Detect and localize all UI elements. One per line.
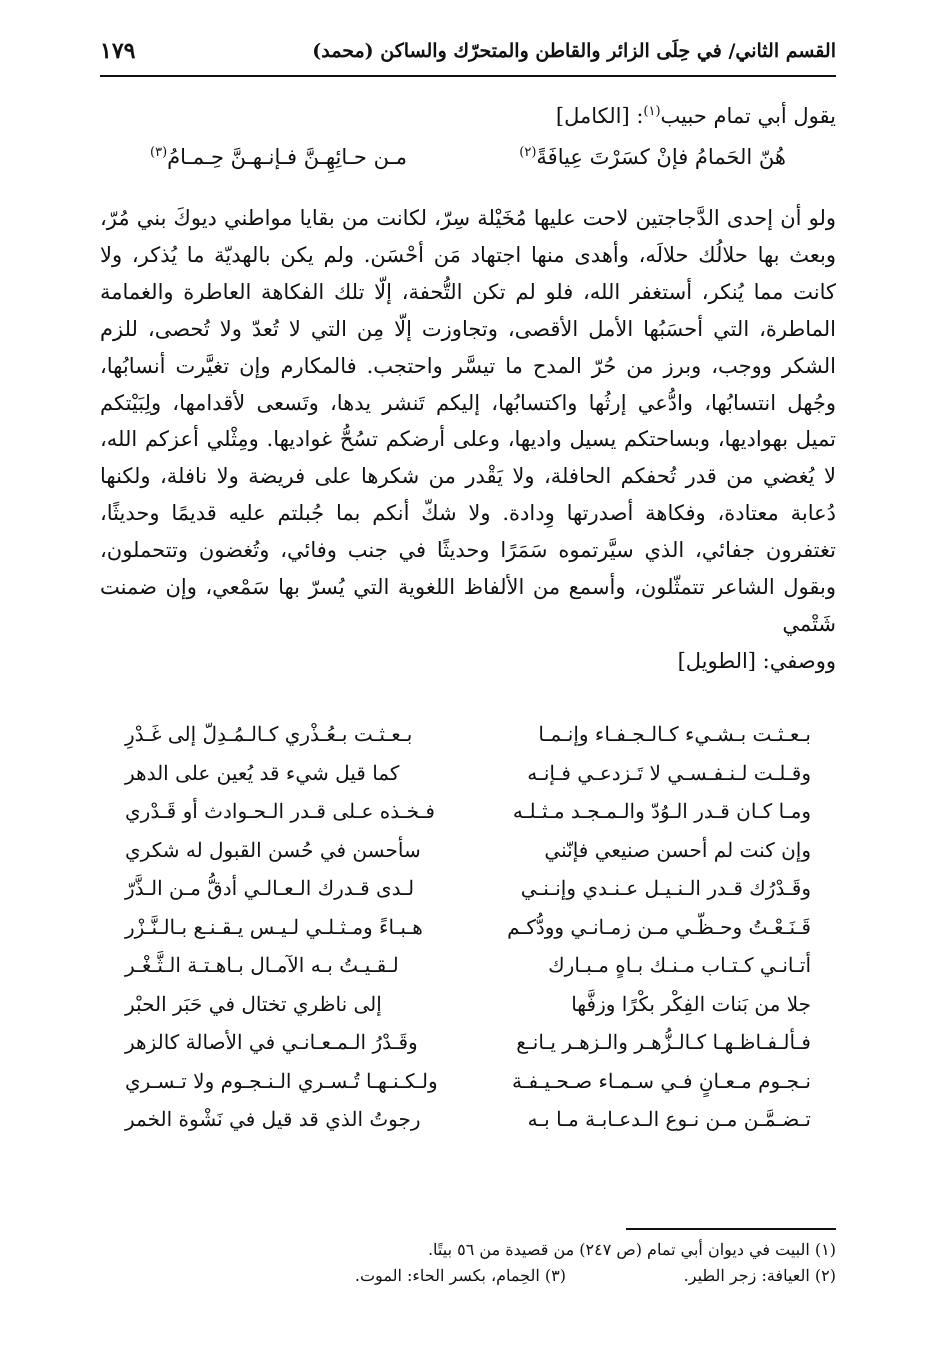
quoted-couplet xyxy=(150,145,786,185)
poem-verse xyxy=(125,876,811,915)
running-head: القسم الثاني/ في حِلَى الزائر والقاطن والمتحرّك والساكن (محمد) xyxy=(312,40,836,62)
footnote-row xyxy=(100,1263,836,1289)
verse-second-hemistich: وقَـدْرُ الـمـعـانـي في الأصالة كالزهر xyxy=(125,1030,418,1054)
verse-first-hemistich: بـعـثـت بـشـيء كـالـجـفـاء وإنـمـا xyxy=(538,722,811,746)
verse-first-hemistich: أتـانـي كـتـاب مـنـك بـاهٍ مـبـارك xyxy=(548,953,811,977)
verse-second-hemistich: إلى ناظري تختال في حَبَر الحبْر xyxy=(125,991,382,1016)
verse-second-hemistich: فـخـذه عـلى قـدر الـحـوادث أو قَـدْري xyxy=(125,799,435,823)
footnote-rule xyxy=(626,1228,836,1230)
prose-paragraph: ولو أن إحدى الدَّجاجتين لاحت عليها مُخَيْلة سِرّ، لكانت من بقايا مواطني ديوكَ بني مُرّ، وبعث بها حلالُك حلالَه، وأهدى منها اجتهاد مَن أحْسَن. ولم يكن بالهديّة ما يُذكر، ولا كانت مما يُنكر، أستغفر الله، فلو لم تكن التُّحفة، إلّا تلك الفكاهة العاطرة والغمامة الماطرة، التي أحسَبُها الأمل الأقصى، وتجاوزت إلّا مِن التي لا تُعدّ ولا تُحصى، للزم الشكر ووجب، وبرز من حُرّ المدح ما تيسَّر واحتجب. فالمكارم وإن تغيَّرت أنسابُها، وجُهل انتسابُها، وادُّعي إرثُها واكتسابُها، إليكم تَنشر يدها، وتَسعى لأقدامها، ولِبَيْتكم تميل بهواديها، وبساحتكم يسيل واديها، وعلى أرضكم تسُحُّ غواديها. ومِثْلي أعزكم الله، لا يُغضي من قدر تُحفكم الحافلة، ولا يَقْدر من شكرها على فريضة ولا نافلة، ولكنها دُعابة معتادة، وفكاهة أصدرتها وِدادة. ولا شكّ أنكم بما جُبلتم عليه قديمًا وحديثًا، تغتفرون جفائي، الذي سيَّرتموه سَمَرًا وحديثًا في جنب وفائي، وتُغضون وتتحملون، وبقول الشاعر تتمثّلون، وأسمع من الألفاظ اللغوية التي يُسرّ بها سَمْعي، وإن ضمنت شَتْمي xyxy=(100,206,836,636)
poem-verse xyxy=(125,799,811,838)
couplet-first-hemistich: هُنّ الحَمامُ فإنْ كسَرْتَ عِيافَةً$^{(٢)}$ xyxy=(519,145,786,169)
poem-verse xyxy=(125,1030,811,1069)
verse-first-hemistich: تـضـمَّـن مـن نـوع الـدعـابـة مـا بـه xyxy=(527,1107,811,1131)
verse-second-hemistich: بـعـثـت بـعُـذْري كـالـمُـدِلّ إلى غَـدْرِ xyxy=(125,722,413,746)
poem-verse xyxy=(125,761,811,800)
poem xyxy=(125,722,811,1146)
footnotes xyxy=(100,1237,836,1289)
page-header xyxy=(100,40,836,78)
verse-second-hemistich: لـقـيـتُ بـه الآمـال بـاهـتـة الـثَّـغْـر xyxy=(125,953,399,977)
footnote-ref-1: (١) xyxy=(643,104,661,119)
verse-first-hemistich: جلا من بَنات الفِكْر بكْرًا وزفَّها xyxy=(571,991,811,1016)
prose-block xyxy=(100,200,836,680)
verse-second-hemistich: كما قيل شيء قد يُعين على الدهر xyxy=(125,760,400,785)
verse-first-hemistich: وقـلـت لـنـفـسـي لا تَـزدعـي فـإنـه xyxy=(527,760,811,785)
footnote-2: (٢) العيافة: زجر الطير. xyxy=(683,1266,836,1285)
poem-verse xyxy=(125,992,811,1031)
footnote-ref-2: (٢) xyxy=(519,145,537,160)
meter-label: : [الكامل] xyxy=(555,104,644,128)
verse-first-hemistich: وإن كنت لم أحسن صنيعي فإنّني xyxy=(544,837,811,862)
footnote-3: (٣) الحِمام، بكسر الحاء: الموت. xyxy=(354,1266,566,1285)
verse-second-hemistich: ولـكـنـهـا تُـسـري الـنـجـوم ولا تـسـري xyxy=(125,1068,438,1093)
verse-first-hemistich: نـجـوم مـعـانٍ فـي سـمـاء صـحـيـفـة xyxy=(511,1068,811,1093)
verse-second-hemistich: هـبـاءً ومـثـلـي لـيـس يـقـنـع بـالـنَّـزْر xyxy=(125,914,423,939)
footnote-ref-3: (٣) xyxy=(150,145,168,160)
verse-first-hemistich: قَـنَـعْـتُ وحـظّـي مـن زمـانـي وودُّكـم xyxy=(507,914,811,939)
poem-verse xyxy=(125,1069,811,1108)
verse-second-hemistich: سأحسن في حُسن القبول له شكري xyxy=(125,837,421,862)
header-rule xyxy=(100,75,836,77)
poem-verse xyxy=(125,915,811,954)
couplet-second-hemistich: مـن حـائِهِـنَّ فـإنـهـنَّ حِـمـامُ$^{(٣)}$ xyxy=(150,145,407,169)
poem-verse xyxy=(125,838,811,877)
verse-first-hemistich: وقَـدْرُك قـدر الـنـيـل عـنـدي وإنـنـي xyxy=(520,876,811,900)
poem-verse xyxy=(125,953,811,992)
footnote-1: (١) البيت في ديوان أبي تمام (ص ٢٤٧) من قصيدة من ٥٦ بيتًا. xyxy=(427,1240,836,1259)
verse-first-hemistich: فـألـفـاظـهـا كـالـزُّهـر والـزهـر يـانـع xyxy=(516,1030,811,1054)
verse-first-hemistich: ومـا كـان قـدر الـوُدّ والـمـجـد مـثـلـه xyxy=(512,799,811,823)
meter-label-tawil: ووصفي: [الطويل] xyxy=(677,648,836,673)
poem-verse xyxy=(125,722,811,761)
verse-second-hemistich: رجوتُ الذي قد قيل في نَشْوة الخمر xyxy=(125,1107,421,1131)
intro-line xyxy=(100,98,836,134)
verse-second-hemistich: لـدى قـدرك الـعـالـي أدقُّ مـن الـذَّرّ xyxy=(125,876,415,900)
intro-text: يقول أبي تمام حبيب xyxy=(660,104,836,128)
page-number: ١٧٩ xyxy=(100,38,136,64)
poem-verse xyxy=(125,1107,811,1146)
